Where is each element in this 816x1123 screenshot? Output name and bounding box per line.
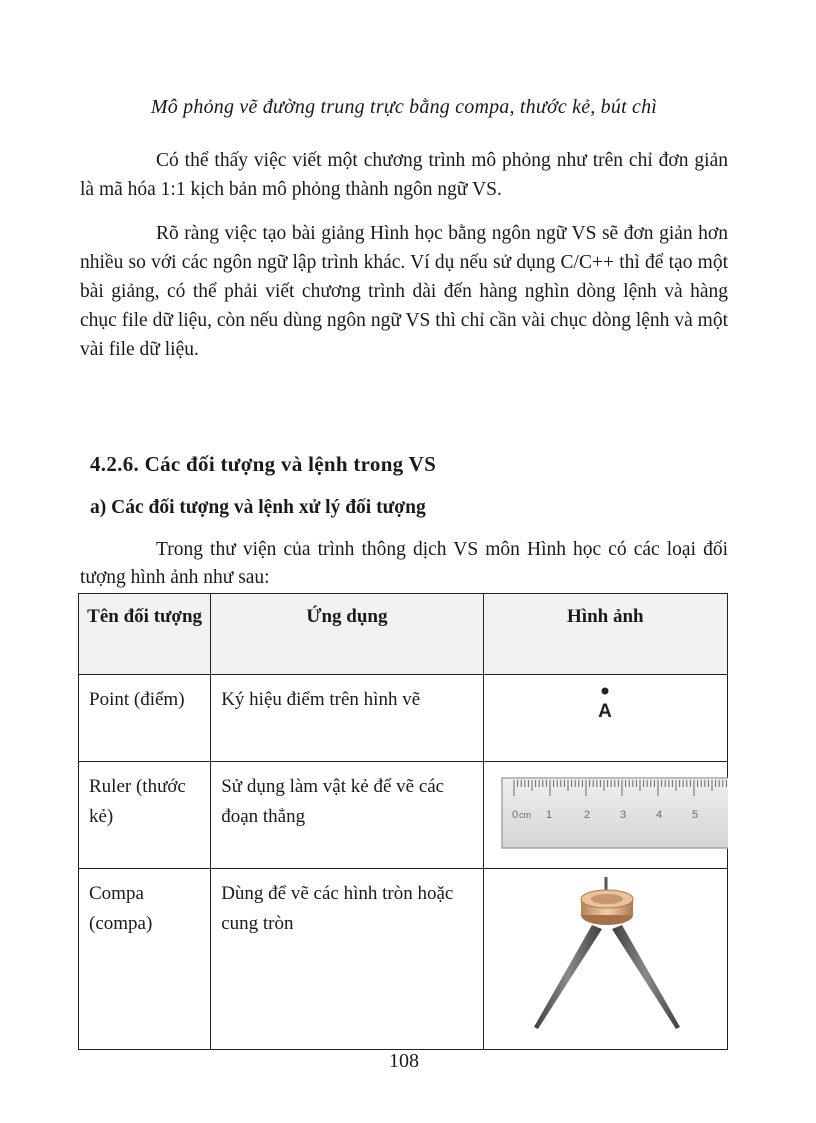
ruler-label-3: 3 bbox=[619, 809, 626, 821]
paragraph-3: Trong thư viện của trình thông dịch VS môn Hình học có các loại đối tượng hình ảnh như sau: bbox=[80, 539, 728, 588]
objects-table bbox=[78, 593, 728, 1050]
table-row bbox=[79, 869, 728, 1050]
row-compa-usage: Dùng để vẽ các hình tròn hoặc cung tròn bbox=[221, 883, 454, 934]
row-ruler-name: Ruler (thước kẻ) bbox=[89, 776, 186, 827]
table-row bbox=[79, 675, 728, 762]
section-heading: 4.2.6. Các đối tượng và lệnh trong VS bbox=[90, 452, 437, 476]
table-header-row bbox=[79, 594, 728, 675]
table-row bbox=[79, 762, 728, 869]
row-compa-name: Compa (compa) bbox=[89, 883, 153, 934]
ruler-label-cm: cm bbox=[518, 810, 531, 820]
point-label: A bbox=[597, 701, 612, 722]
header-name: Tên đối tượng bbox=[79, 594, 211, 675]
row-point-name: Point (điểm) bbox=[89, 689, 185, 710]
compass-icon bbox=[484, 869, 728, 1043]
ruler-icon bbox=[484, 762, 728, 862]
sub-heading: a) Các đối tượng và lệnh xử lý đối tượng bbox=[90, 497, 426, 518]
ruler-label-5: 5 bbox=[691, 809, 698, 821]
figure-caption: Mô phỏng vẽ đường trung trực bằng compa, thước kẻ, bút chì bbox=[150, 96, 658, 118]
paragraph-1: Có thể thấy việc viết một chương trình mô phỏng như trên chỉ đơn giản là mã hóa 1:1 kịch bản mô phỏng thành ngôn ngữ VS. bbox=[80, 150, 728, 200]
ruler-label-0: 0 bbox=[511, 809, 518, 821]
header-image: Hình ảnh bbox=[483, 594, 727, 675]
paragraph-2: Rõ ràng việc tạo bài giảng Hình học bằng ngôn ngữ VS sẽ đơn giản hơn nhiều so với các ngôn ngữ lập trình khác. Ví dụ nếu sử dụng C/C++ thì để tạo một bài giảng, có thể phải viết chương trình dài đến hàng nghìn dòng lệnh và hàng chục file dữ liệu, còn nếu dùng ngôn ngữ VS thì chỉ cần vài chục dòng lệnh và một vài file dữ liệu. bbox=[80, 223, 728, 360]
header-usage: Ứng dụng bbox=[211, 594, 483, 675]
page-number: 108 bbox=[389, 1050, 419, 1072]
row-ruler-usage: Sử dụng làm vật kẻ để vẽ các đoạn thẳng bbox=[221, 776, 445, 827]
point-icon bbox=[484, 675, 728, 755]
ruler-label-4: 4 bbox=[655, 809, 662, 821]
row-point-usage: Ký hiệu điểm trên hình vẽ bbox=[221, 689, 421, 710]
ruler-label-2: 2 bbox=[583, 809, 590, 821]
ruler-label-1: 1 bbox=[545, 809, 552, 821]
